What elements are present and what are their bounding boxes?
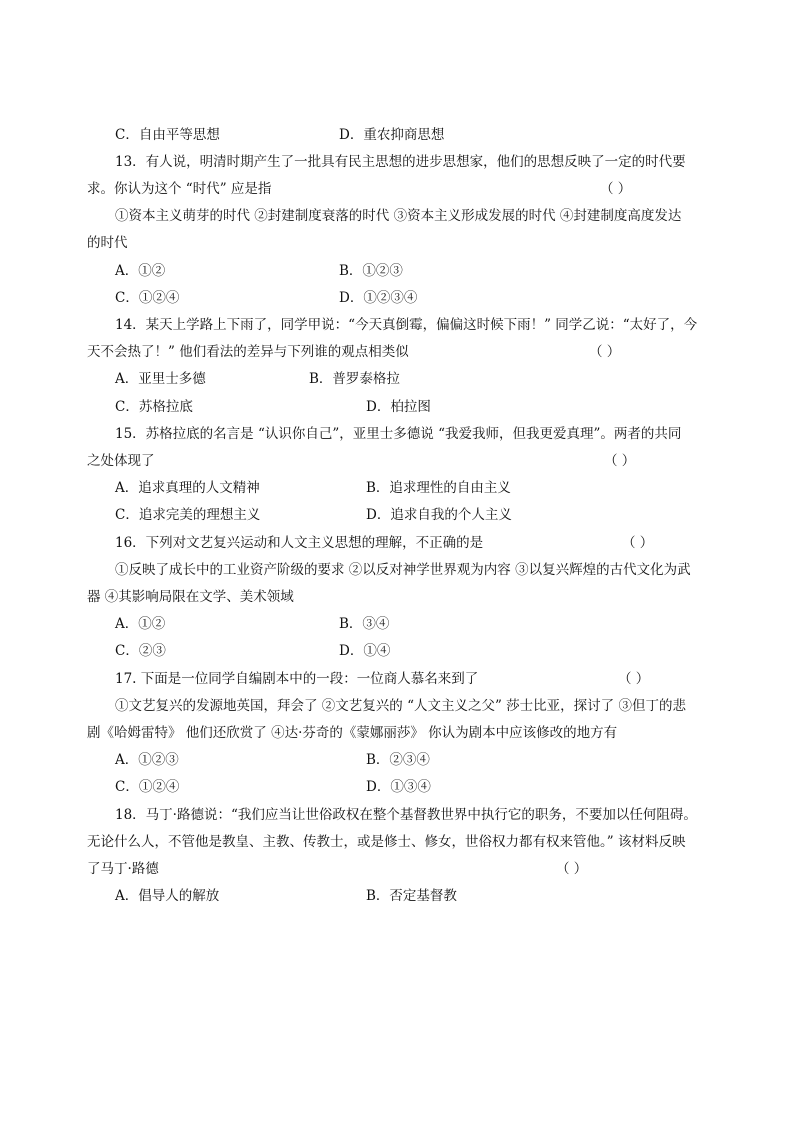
q13-stem-line1: 13．有人说，明清时期产生了一批具有民主思想的进步思想家，他们的思想反映了一定的时代要 xyxy=(115,154,686,170)
q14-option-a: A．亚里士多德 xyxy=(115,371,206,387)
q12-option-d: D．重农抑商思想 xyxy=(339,127,445,143)
q17-option-c: C．①②④ xyxy=(115,779,180,795)
q15-stem-line2: 之处体现了 xyxy=(87,453,155,469)
q15-answer-paren: （ ） xyxy=(604,453,636,469)
q18-stem-line1: 18．马丁·路德说：“我们应当让世俗政权在整个基督教世界中执行它的职务，不要加以任何阻碍。 xyxy=(115,807,697,823)
q14-stem-line1: 14．某天上学路上下雨了，同学甲说：“今天真倒霉，偏偏这时候下雨！” 同学乙说：“太好了，今 xyxy=(115,317,698,333)
q18-answer-paren: （ ） xyxy=(556,861,588,877)
q16-items-line2: 器 ④其影响局限在文学、美术领域 xyxy=(87,589,294,605)
q14-answer-paren: （ ） xyxy=(589,344,621,360)
q16-stem-line1: 16．下列对文艺复兴运动和人文主义思想的理解，不正确的是 xyxy=(115,535,484,551)
q16-items-line1: ①反映了成长中的工业资产阶级的要求 ②以反对神学世界观为内容 ③以复兴辉煌的古代文化为武 xyxy=(115,562,691,578)
q14-option-b: B．普罗泰格拉 xyxy=(309,371,400,387)
q18-stem-line3: 了马丁·路德 xyxy=(87,861,159,877)
q16-answer-paren: （ ） xyxy=(622,535,654,551)
q14-option-d: D．柏拉图 xyxy=(366,399,431,415)
q17-items-line2: 剧《哈姆雷特》 他们还欣赏了 ④达·芬奇的《蒙娜丽莎》 你认为剧本中应该修改的地方有 xyxy=(87,725,618,741)
q17-items-line1: ①文艺复兴的发源地英国，拜会了 ②文艺复兴的 “人文主义之父” 莎士比亚，探讨了 ③但丁的悲 xyxy=(115,698,686,714)
q14-option-c: C．苏格拉底 xyxy=(115,399,193,415)
q12-option-c: C．自由平等思想 xyxy=(115,127,220,143)
q16-option-a: A．①② xyxy=(115,616,166,632)
q13-items-line1: ①资本主义萌芽的时代 ②封建制度衰落的时代 ③资本主义形成发展的时代 ④封建制度高度发达 xyxy=(115,208,682,224)
q17-stem-line1: 17. 下面是一位同学自编剧本中的一段：一位商人慕名来到了 xyxy=(115,671,479,687)
q17-option-a: A．①②③ xyxy=(115,752,179,768)
q17-option-d: D．①③④ xyxy=(366,779,431,795)
q17-answer-paren: （ ） xyxy=(618,671,650,687)
q13-answer-paren: （ ） xyxy=(600,181,632,197)
q15-option-a: A．追求真理的人文精神 xyxy=(115,480,260,496)
q16-option-d: D．①④ xyxy=(339,643,391,659)
q15-option-b: B．追求理性的自由主义 xyxy=(366,480,511,496)
q17-option-b: B．②③④ xyxy=(366,752,430,768)
q13-option-b: B．①②③ xyxy=(339,263,403,279)
q15-option-d: D．追求自我的个人主义 xyxy=(366,507,512,523)
q16-option-c: C．②③ xyxy=(115,643,166,659)
q13-option-c: C．①②④ xyxy=(115,290,180,306)
q18-stem-line2: 无论什么人，不管他是教皇、主教、传教士，或是修士、修女，世俗权力都有权来管他。” 该材料反映 xyxy=(87,834,686,850)
q13-items-line2: 的时代 xyxy=(87,235,128,251)
q15-stem-line1: 15．苏格拉底的名言是 “认识你自己”，亚里士多德说 “我爱我师，但我更爱真理”。两者的共同 xyxy=(115,426,682,442)
q15-option-c: C．追求完美的理想主义 xyxy=(115,507,261,523)
q16-option-b: B．③④ xyxy=(339,616,390,632)
q13-option-a: A．①② xyxy=(115,263,166,279)
q13-option-d: D．①②③④ xyxy=(339,290,418,306)
q14-stem-line2: 天不会热了！” 他们看法的差异与下列谁的观点相类似 xyxy=(87,344,409,360)
q13-stem-line2: 求。你认为这个 “时代” 应是指 xyxy=(87,181,272,197)
q18-option-a: A．倡导人的解放 xyxy=(115,888,220,904)
q18-option-b: B．否定基督教 xyxy=(366,888,457,904)
